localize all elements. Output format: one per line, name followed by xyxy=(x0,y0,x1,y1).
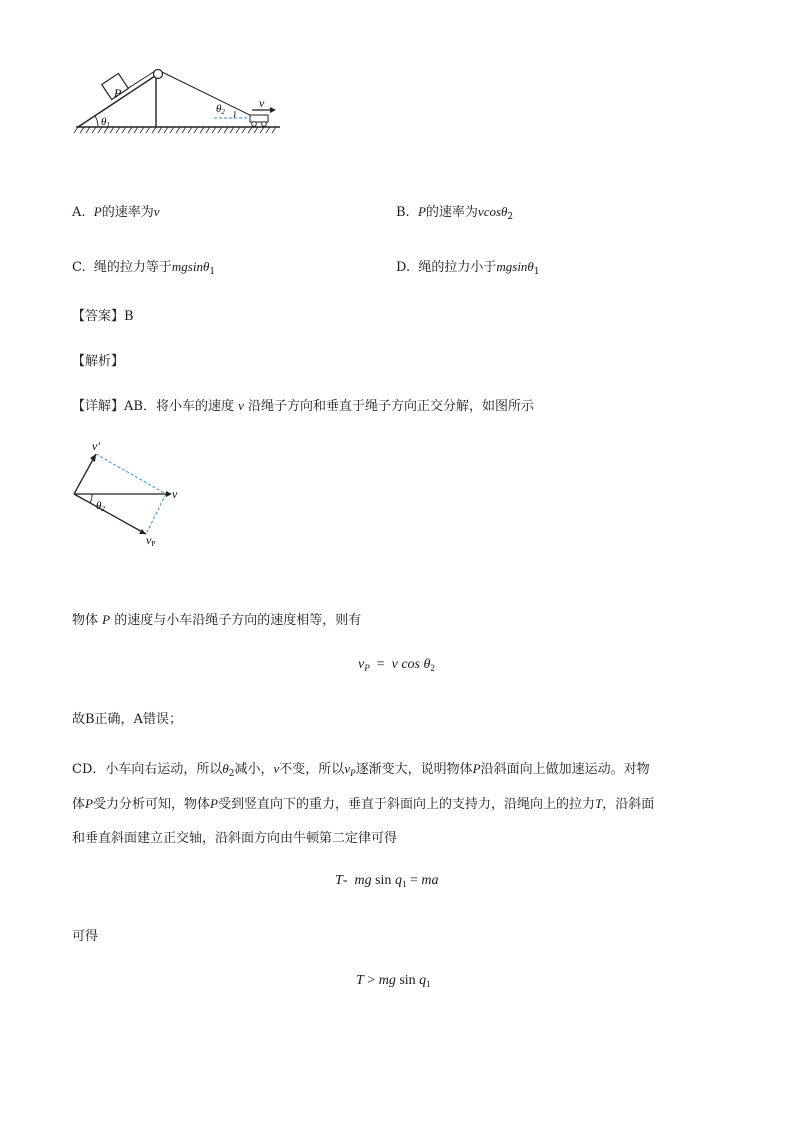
kede-text: 可得 xyxy=(72,929,99,944)
cd-line-1: CD．小车向右运动，所以$\theta_2$减小，v不变，所以$v_P$逐渐变大，说明物体P沿斜面向上做加速运动。对物 xyxy=(72,761,650,779)
label-vp: vP xyxy=(146,533,156,548)
label-p: P xyxy=(114,86,122,100)
label-theta1: θ1 xyxy=(101,116,110,129)
option-a[interactable]: A. P的速率为v xyxy=(72,204,160,220)
option-d[interactable]: D. 绳的拉力小于mgsinθ$_1$ xyxy=(396,259,540,277)
para-speed-equal: 物体 P 的速度与小车沿绳子方向的速度相等，则有 xyxy=(72,612,362,628)
label-v2: v xyxy=(172,487,178,501)
analysis-label: 【解析】 xyxy=(72,354,125,369)
vp-arrow xyxy=(74,494,146,534)
answer-line: 【答案】B xyxy=(72,309,134,324)
equation-vp: $v_P = v$ $\cos \theta_2$ xyxy=(358,657,435,673)
cd-line-2: 体P受力分析可知，物体P受到竖直向下的重力，垂直于斜面向上的支持力，沿绳向上的拉力T，沿斜面 xyxy=(72,796,655,812)
label-theta2: θ2 xyxy=(216,103,225,116)
equation-newton: T- mg $\sin q_1$ = ma xyxy=(335,873,439,889)
incline-pulley-diagram xyxy=(70,62,290,142)
equation-inequality: T > mg $\sin q_1$ xyxy=(356,973,431,989)
velocity-decomposition-diagram xyxy=(66,436,196,552)
label-theta2-d2: θ2 xyxy=(96,500,105,513)
option-b[interactable]: B. P的速率为vcosθ$_2$ xyxy=(396,204,514,222)
cd-line-3: 和垂直斜面建立正交轴，沿斜面方向由牛顿第二定律可得 xyxy=(72,831,398,846)
option-c[interactable]: C. 绳的拉力等于mgsinθ$_1$ xyxy=(72,259,216,277)
detail-line: 【详解】AB．将小车的速度 v 沿绳子方向和垂直于绳子方向正交分解，如图所示 xyxy=(72,398,535,414)
label-v-prime: v′ xyxy=(92,439,100,453)
conclusion-ab: 故B正确，A错误； xyxy=(72,712,182,727)
label-v: v xyxy=(259,96,265,110)
cart xyxy=(250,115,268,126)
